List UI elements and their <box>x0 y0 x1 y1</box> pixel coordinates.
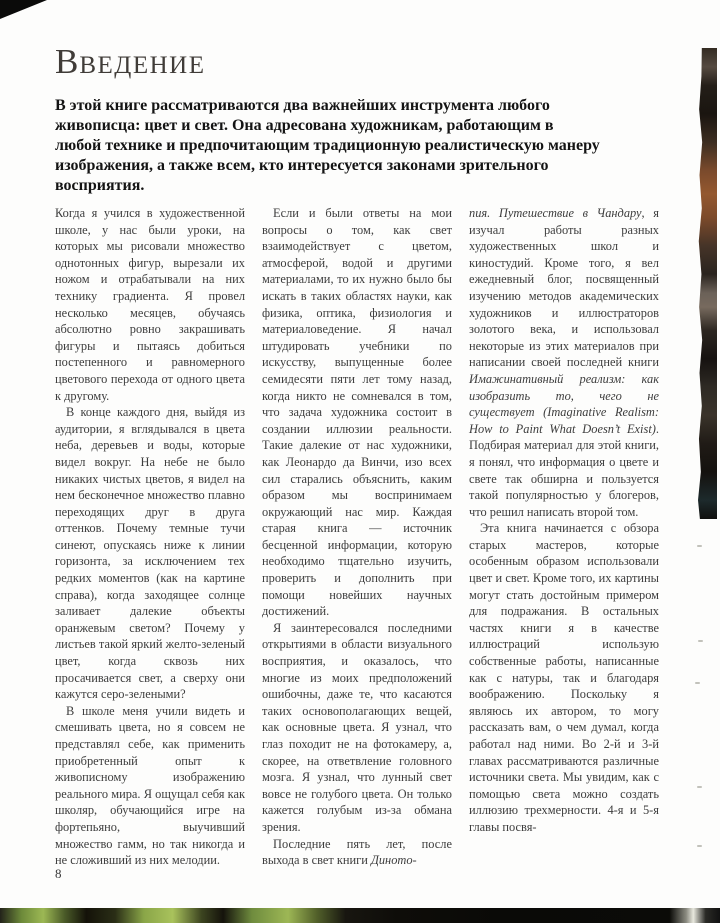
scan-corner-artifact <box>0 0 47 19</box>
adjacent-page-photo-strip <box>698 48 717 519</box>
column-2 <box>262 205 452 869</box>
column-3 <box>469 205 659 869</box>
scan-dust-mark <box>697 545 702 547</box>
text-run: , я изучал работы разных художественных школ и киностудий. Кроме того, я вел ежедневный блог, посвященный изучению методов академических художников и иллюстраторов золотого века, и использовал некоторые из этих материалов при написании своей последней книги <box>469 206 659 370</box>
paragraph: Когда я учился в художественной школе, у нас были уроки, на которых мы рисовали множество однотонных фигур, вырезали их ножом и отрабатывали на них технику градиента. Я провел несколько месяцев, обучаясь абсолютно ровно закрашивать фигуры и пытаясь добиться постепенного и равномерного цветового перехода от одного цвета к другому. <box>55 206 245 403</box>
intro-paragraph: В этой книге рассматриваются два важнейших инструмента любого живописца: цвет и свет. Она адресована художникам, работающим в любой технике и предпочитающим традиционную реалистическую манеру изображения, а также всем, кто интересуется законами зрительного восприятия. <box>55 97 600 194</box>
paragraph <box>469 205 659 520</box>
bottom-page-photo-strip <box>0 908 720 923</box>
paragraph: Если и были ответы на мои вопросы о том, как свет взаимодействует с цветом, атмосферой, водой и другими материалами, то их нужно было бы искать в таких областях науки, как физика, оптика, физиология и материаловедение. Я начал штудировать учебники по искусству, выпущенные более семидесяти пяти лет тому назад, когда никто не сомневался в том, что задача художника состоит в создании иллюзии реальности. Такие далекие от нас художники, как Леонардо да Винчи, изо всех сил старались объяснить, каким образом мы воспринимаем окружающий нас мир. Каждая старая книга — источник бесценной информации, которую необходимо тщательно изучить, проверить и дополнить при помощи новейших научных достижений. <box>262 206 452 619</box>
book-title-run: пия. Путешествие в Чандару <box>469 206 642 220</box>
paragraph <box>262 836 452 869</box>
book-title-run: Имажинативный реализм: как изобразить то, чего не существует (Imaginative Realism: How to Paint What Doesn’t Exist) <box>469 371 659 436</box>
page-title <box>55 44 206 81</box>
scan-dust-mark <box>695 682 700 684</box>
paragraph: Я заинтересовался последними открытиями в области визуального восприятия, и оказалось, что многие из моих предположений ошибочны, даже те, что касаются таких основополагающих вещей, как основные цвета. Я узнал, что глаз походит не на фотокамеру, а, скорее, на ответвление головного мозга. Я узнал, что лунный свет вовсе не голубого цвета. Он только кажется голубым из-за обмана зрения. <box>262 620 452 834</box>
scan-dust-mark <box>697 845 702 847</box>
paragraph: Эта книга начинается с обзора старых мастеров, которые особенным образом использовали цвет и свет. Кроме того, их картины могут стать достойным примером для подражания. В остальных частях книги я в качестве иллюстраций использую собственные работы, написанные как с натуры, так и благодаря воображению. Поскольку я являюсь их автором, то могу рассказать вам, о чем думал, когда работал над ними. Во 2-й и 3-й главах рассматриваются различные источники света. Мы увидим, как с помощью света можно создать иллюзию трехмерности. 4-я и 5-я главы посвя- <box>469 521 659 834</box>
paragraph: В конце каждого дня, выйдя из аудитории, я вглядывался в цвета неба, деревьев и воды, которые видел вокруг. На небе не было никаких чистых цветов, я видел на нем бесконечное множество плавно переходящих друг в друга оттенков. Почему темные тучи синеют, опускаясь ниже к линии горизонта, за исключением тех редких моментов (как на картине справа), когда заходящее солнце заливает далекие объекты оранжевым светом? Почему у листьев такой яркий желто-зеленый цвет, когда сквозь них просачивается свет, а сверху они кажутся серо-зелеными? <box>55 405 245 702</box>
text-run: Последние пять лет, после выхода в свет книги <box>262 836 452 868</box>
scan-dust-mark <box>698 640 703 642</box>
text-columns <box>55 205 659 869</box>
column-1 <box>55 205 245 869</box>
text-run: . Подбирая материал для этой книги, я понял, что информация о цвете и свете так обширна и пользуется такой популярностью у блогеров, что решил написать второй том. <box>469 421 659 519</box>
title-rest: ВЕДЕНИЕ <box>79 52 206 79</box>
book-title-run: Диното- <box>370 853 417 868</box>
paragraph: В школе меня учили видеть и смешивать цвета, но я совсем не представлял себе, как применить приобретенный опыт к живописному изображению реального мира. Я ощущал себя как школяр, обучающийся игре на фортепьяно, выучивший множество гамм, но так никогда и не сложивший из них мелодии. <box>55 703 245 868</box>
title-initial-cap: В <box>55 42 80 81</box>
scan-dust-mark <box>697 786 702 788</box>
page-number: 8 <box>55 866 62 881</box>
